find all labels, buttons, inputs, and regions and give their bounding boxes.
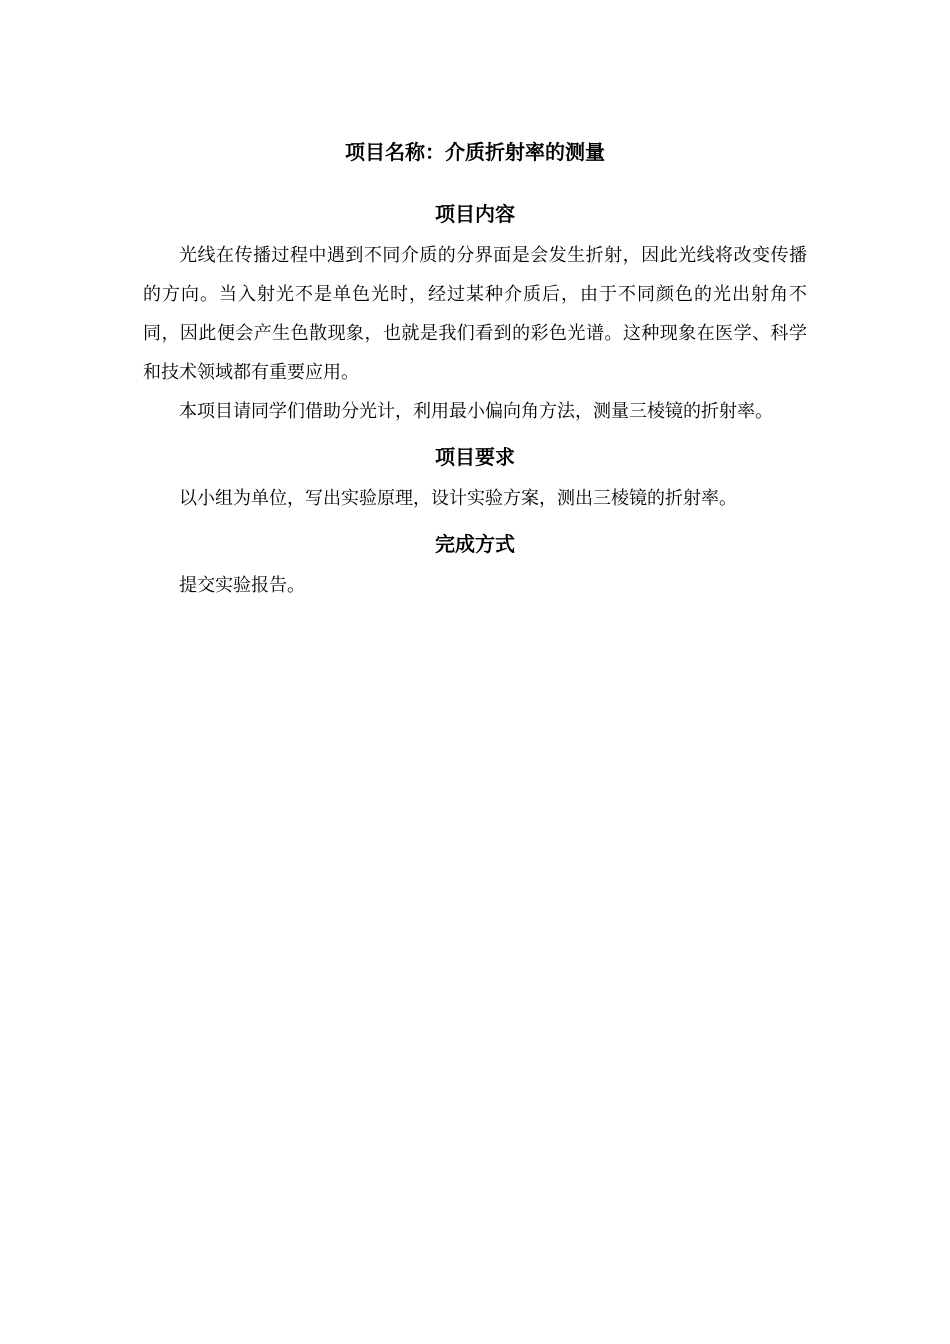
document-body: [143, 134, 807, 605]
section-heading: 项目要求: [435, 445, 515, 469]
section-body: [143, 566, 807, 605]
section-body: [143, 236, 807, 431]
section-heading: 项目内容: [435, 202, 515, 226]
section-body: [143, 479, 807, 518]
section-project-content: [143, 196, 807, 431]
section-heading: 完成方式: [435, 532, 515, 556]
paragraph: 本项目请同学们借助分光计，利用最小偏向角方法，测量三棱镜的折射率。: [179, 401, 773, 422]
paragraph: 以小组为单位，写出实验原理，设计实验方案，测出三棱镜的折射率。: [179, 488, 737, 509]
paragraph: 光线在传播过程中遇到不同介质的分界面是会发生折射，因此光线将改变传播的方向。当入射光不是单色光时，经过某种介质后，由于不同颜色的光出射角不同，因此便会产生色散现象，也就是我们看到的彩色光谱。这种现象在医学、科学和技术领域都有重要应用。: [143, 245, 807, 383]
section-completion-method: [143, 526, 807, 605]
paragraph: 提交实验报告。: [179, 575, 305, 596]
section-project-requirements: [143, 439, 807, 518]
document-title: 项目名称：介质折射率的测量: [345, 140, 605, 164]
